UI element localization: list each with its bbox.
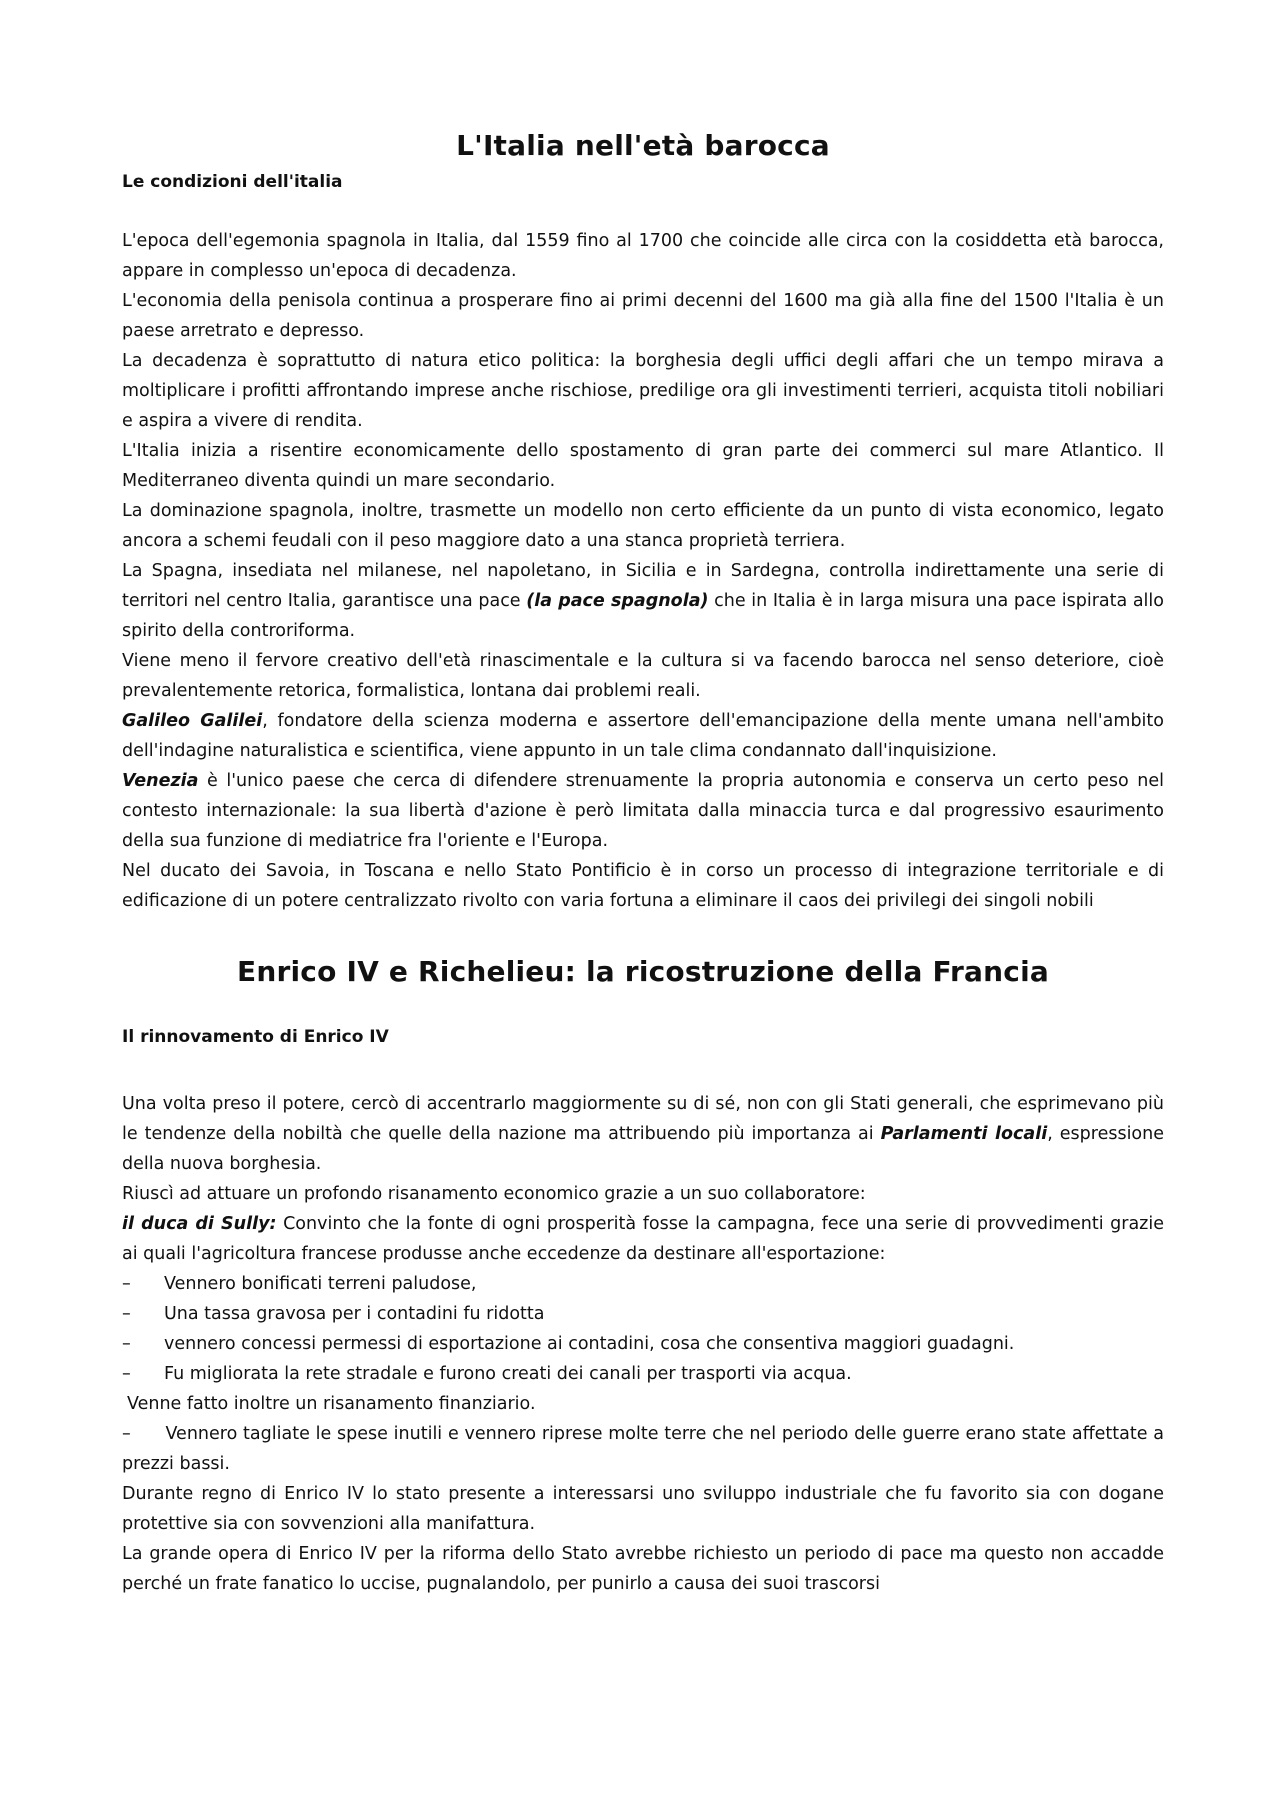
paragraph: Nel ducato dei Savoia, in Toscana e nello Stato Pontificio è in corso un processo di integrazione territoriale e di edificazione di un potere centralizzato rivolto con varia fortuna a eliminare il caos dei privilegi dei singoli nobili xyxy=(122,861,1164,911)
text-run: che in Italia è in larga misura una pace ispirata allo spirito della controriforma. xyxy=(122,591,1164,641)
paragraph: L'Italia inizia a risentire economicamente dello spostamento di gran parte dei commerci sul mare Atlantico. Il Mediterraneo diventa quindi un mare secondario. xyxy=(122,441,1164,491)
paragraph-sully xyxy=(122,1209,1164,1269)
paragraph: La dominazione spagnola, inoltre, trasmette un modello non certo efficiente da un punto di vista economico, legato ancora a schemi feudali con il peso maggiore dato a una stanca proprietà terriera. xyxy=(122,501,1164,551)
paragraph-venezia xyxy=(122,766,1164,856)
subtitle-rinnovamento: Il rinnovamento di Enrico IV xyxy=(122,1027,389,1047)
emphasis-sully: il duca di Sully: xyxy=(122,1214,277,1234)
paragraph-tagli xyxy=(122,1419,1164,1479)
dash-bullet: – xyxy=(122,1424,131,1444)
text-run: Una volta preso il potere, cercò di accentrarlo maggiormente su di sé, non con gli Stati generali, che esprimevano più le tendenze della nobiltà che quelle della nazione ma attribuendo più importanza ai xyxy=(122,1094,1164,1144)
text-run: La Spagna, insediata nel milanese, nel napoletano, in Sicilia e in Sardegna, controlla indirettamente una serie di territori nel centro Italia, garantisce una pace xyxy=(122,561,1164,611)
emphasis-venezia: Venezia xyxy=(122,771,199,791)
text-run: , fondatore della scienza moderna e assertore dell'emancipazione della mente umana nell'ambito dell'indagine naturalistica e scientifica, viene appunto in un tale clima condannato dall'inquisizione. xyxy=(122,711,1164,761)
paragraph-spagna xyxy=(122,556,1164,646)
paragraph-parlamenti xyxy=(122,1089,1164,1179)
text-run: è l'unico paese che cerca di difendere strenuamente la propria autonomia e conserva un certo peso nel contesto internazionale: la sua libertà d'azione è però limitata dalla minaccia turca e dal progressivo esaurimento della sua funzione di mediatrice fra l'oriente e l'Europa. xyxy=(122,771,1164,851)
paragraph: Viene meno il fervore creativo dell'età rinascimentale e la cultura si va facendo barocca nel senso deteriore, cioè prevalentemente retorica, formalistica, lontana dai problemi reali. xyxy=(122,651,1164,701)
paragraph: Durante regno di Enrico IV lo stato presente a interessarsi uno sviluppo industriale che fu favorito sia con dogane protettive sia con sovvenzioni alla manifattura. xyxy=(122,1484,1164,1534)
text-run: Vennero tagliate le spese inutili e vennero riprese molte terre che nel periodo delle guerre erano state affettate a prezzi bassi. xyxy=(122,1424,1164,1474)
paragraph-galilei xyxy=(122,706,1164,766)
emphasis-pace-spagnola: (la pace spagnola) xyxy=(526,591,709,611)
list-item xyxy=(122,1359,1164,1389)
text-run: , espressione della nuova borghesia. xyxy=(122,1124,1164,1174)
emphasis-galileo: Galileo Galilei xyxy=(122,711,263,731)
list-item xyxy=(122,1269,1164,1299)
list-item-text: Una tassa gravosa per i contadini fu ridotta xyxy=(164,1304,545,1324)
paragraph: Riuscì ad attuare un profondo risanamento economico grazie a un suo collaboratore: xyxy=(122,1184,866,1204)
dash-bullet: – xyxy=(122,1304,131,1324)
paragraph: L'economia della penisola continua a prosperare fino ai primi decenni del 1600 ma già alla fine del 1500 l'Italia è un paese arretrato e depresso. xyxy=(122,291,1164,341)
section-title-francia: Enrico IV e Richelieu: la ricostruzione della Francia xyxy=(237,955,1049,988)
dash-bullet: – xyxy=(122,1334,131,1354)
dash-bullet: – xyxy=(122,1364,131,1384)
list-item-text: Fu migliorata la rete stradale e furono creati dei canali per trasporti via acqua. xyxy=(164,1364,852,1384)
paragraph: L'epoca dell'egemonia spagnola in Italia, dal 1559 fino al 1700 che coincide alle circa con la cosiddetta età barocca, appare in complesso un'epoca di decadenza. xyxy=(122,231,1164,281)
list-item xyxy=(122,1299,1164,1329)
dash-bullet: – xyxy=(122,1274,131,1294)
paragraph: La grande opera di Enrico IV per la riforma dello Stato avrebbe richiesto un periodo di pace ma questo non accadde perché un frate fanatico lo uccise, pugnalandolo, per punirlo a causa dei suoi trascorsi xyxy=(122,1544,1164,1594)
list-item-text: vennero concessi permessi di esportazione ai contadini, cosa che consentiva maggiori guadagni. xyxy=(164,1334,1015,1354)
list-item-text: Vennero bonificati terreni paludose, xyxy=(164,1274,477,1294)
emphasis-parlamenti: Parlamenti locali xyxy=(880,1124,1048,1144)
paragraph: Venne fatto inoltre un risanamento finanziario. xyxy=(127,1394,536,1414)
subtitle-condizioni: Le condizioni dell'italia xyxy=(122,172,343,192)
list-item xyxy=(122,1329,1164,1359)
section-title-italia: L'Italia nell'età barocca xyxy=(456,129,830,162)
paragraph: La decadenza è soprattutto di natura etico politica: la borghesia degli uffici degli affari che un tempo mirava a moltiplicare i profitti affrontando imprese anche rischiose, predilige ora gli investimenti terrieri, acquista titoli nobiliari e aspira a vivere di rendita. xyxy=(122,351,1164,431)
text-run: Convinto che la fonte di ogni prosperità fosse la campagna, fece una serie di provvedimenti grazie ai quali l'agricoltura francese produsse anche eccedenze da destinare all'esportazione: xyxy=(122,1214,1164,1264)
